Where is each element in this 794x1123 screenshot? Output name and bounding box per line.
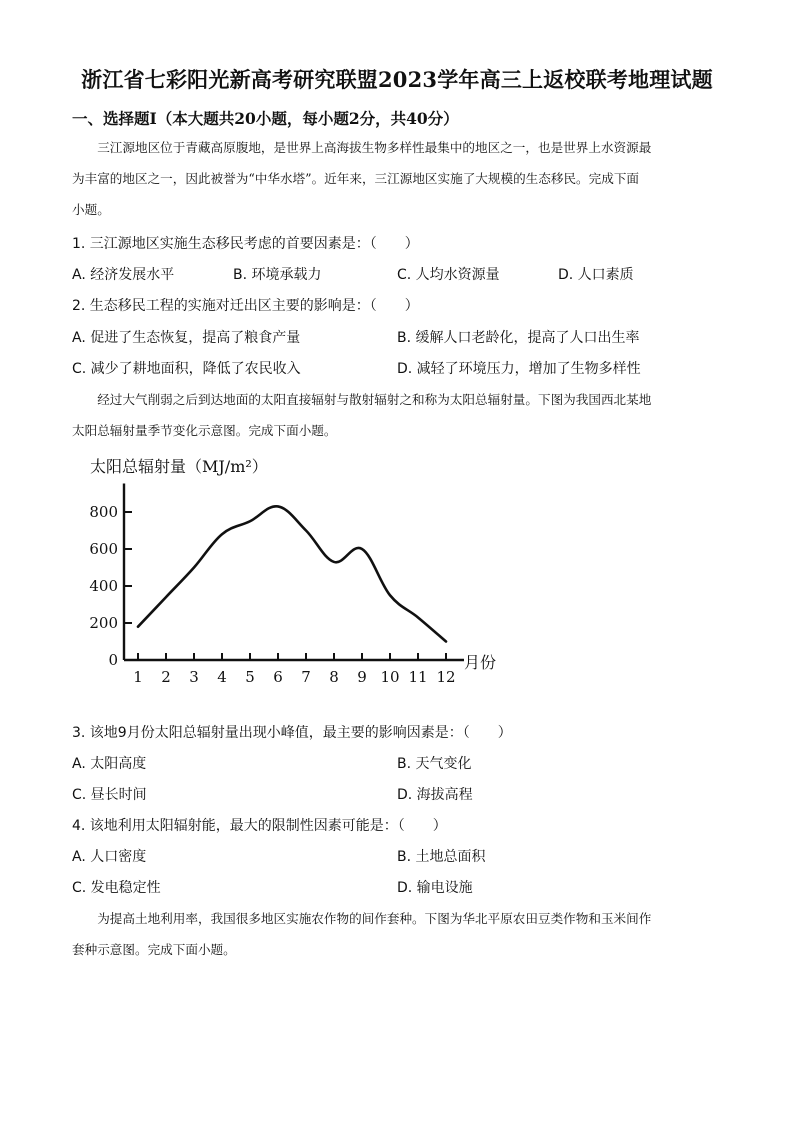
chart-y-tick-label: 0 (108, 651, 118, 669)
q3-option-d: D. 海拔高程 (397, 787, 473, 803)
chart-data-point (445, 641, 447, 643)
q3-option-c: C. 昼长时间 (72, 787, 147, 803)
chart-x-tick-label: 10 (380, 668, 400, 686)
passage-line: 为提高土地利用率，我国很多地区实施农作物的间作套种。下图为华北平原农田豆类作物和玉米间作 (97, 911, 652, 926)
passage-line: 套种示意图。完成下面小题。 (72, 942, 236, 957)
chart-x-tick-label: 3 (189, 668, 199, 686)
q3-option-a: A. 太阳高度 (72, 756, 147, 772)
question-1-stem: 1. 三江源地区实施生态移民考虑的首要因素是：（ ） (72, 236, 419, 252)
chart-x-tick-label: 5 (245, 668, 255, 686)
chart-y-tick-label: 800 (89, 503, 118, 521)
q2-option-d: D. 减轻了环境压力，增加了生物多样性 (397, 361, 641, 377)
chart-y-axis-label: 太阳总辐射量（MJ/m²） (90, 457, 268, 476)
question-4-stem: 4. 该地利用太阳辐射能，最大的限制性因素可能是：（ ） (72, 818, 447, 834)
q1-option-a: A. 经济发展水平 (72, 267, 175, 283)
q3-option-b: B. 天气变化 (397, 756, 472, 772)
q1-option-c: C. 人均水资源量 (397, 267, 500, 283)
passage-line: 为丰富的地区之一，因此被誉为“中华水塔”。近年来，三江源地区实施了大规模的生态移民。完成下面 (72, 171, 640, 186)
chart-x-tick-label: 12 (436, 668, 456, 686)
q4-option-a: A. 人口密度 (72, 849, 147, 865)
chart-x-tick-label: 8 (329, 668, 339, 686)
chart-data-point (389, 594, 391, 596)
passage-solar-radiation (72, 384, 722, 446)
chart-data-point (249, 520, 251, 522)
chart-x-tick-label: 9 (357, 668, 367, 686)
chart-data-point (165, 596, 167, 598)
chart-data-point (193, 567, 195, 569)
chart-x-tick-label: 2 (161, 668, 171, 686)
chart-y-tick-label: 600 (89, 540, 118, 558)
passage-line: 小题。 (72, 202, 110, 217)
q2-option-c: C. 减少了耕地面积，降低了农民收入 (72, 361, 301, 377)
chart-data-point (305, 530, 307, 532)
chart-series-line (138, 506, 446, 641)
passage-line: 太阳总辐射量季节变化示意图。完成下面小题。 (72, 423, 337, 438)
chart-y-tick-label: 200 (89, 614, 118, 632)
chart-x-tick-label: 1 (133, 668, 143, 686)
chart-x-tick-label: 6 (273, 668, 283, 686)
chart-y-tick-label: 400 (89, 577, 118, 595)
passage-line: 经过大气削弱之后到达地面的太阳直接辐射与散射辐射之和称为太阳总辐射量。下图为我国西北某地 (97, 392, 652, 407)
chart-data-point (333, 561, 335, 563)
chart-data-point (221, 533, 223, 535)
section-heading: 一、选择题Ⅰ（本大题共20小题，每小题2分，共40分） (72, 109, 459, 128)
q2-option-a: A. 促进了生态恢复，提高了粮食产量 (72, 330, 301, 346)
chart-x-tick-label: 11 (408, 668, 428, 686)
chart-data-point (361, 548, 363, 550)
passage-intercropping (72, 903, 722, 965)
q2-option-b: B. 缓解人口老龄化，提高了人口出生率 (397, 330, 640, 346)
chart-data-point (137, 626, 139, 628)
passage-sanjiangyuan (72, 132, 722, 225)
solar-radiation-chart (80, 448, 520, 698)
q4-option-b: B. 土地总面积 (397, 849, 486, 865)
q4-option-d: D. 输电设施 (397, 880, 473, 896)
q1-option-d: D. 人口素质 (558, 267, 634, 283)
page-title: 浙江省七彩阳光新高考研究联盟2023学年高三上返校联考地理试题 (81, 67, 713, 92)
chart-data-point (277, 506, 279, 508)
chart-x-tick-label: 4 (217, 668, 227, 686)
question-2-stem: 2. 生态移民工程的实施对迁出区主要的影响是：（ ） (72, 298, 419, 314)
chart-data-point (417, 617, 419, 619)
chart-x-tick-label: 7 (301, 668, 311, 686)
chart-x-axis-label: 月份 (464, 653, 497, 672)
q1-option-b: B. 环境承载力 (233, 267, 322, 283)
passage-line: 三江源地区位于青藏高原腹地，是世界上高海拔生物多样性最集中的地区之一，也是世界上水资源最 (97, 140, 652, 155)
question-3-stem: 3. 该地9月份太阳总辐射量出现小峰值，最主要的影响因素是：（ ） (72, 725, 512, 741)
q4-option-c: C. 发电稳定性 (72, 880, 161, 896)
